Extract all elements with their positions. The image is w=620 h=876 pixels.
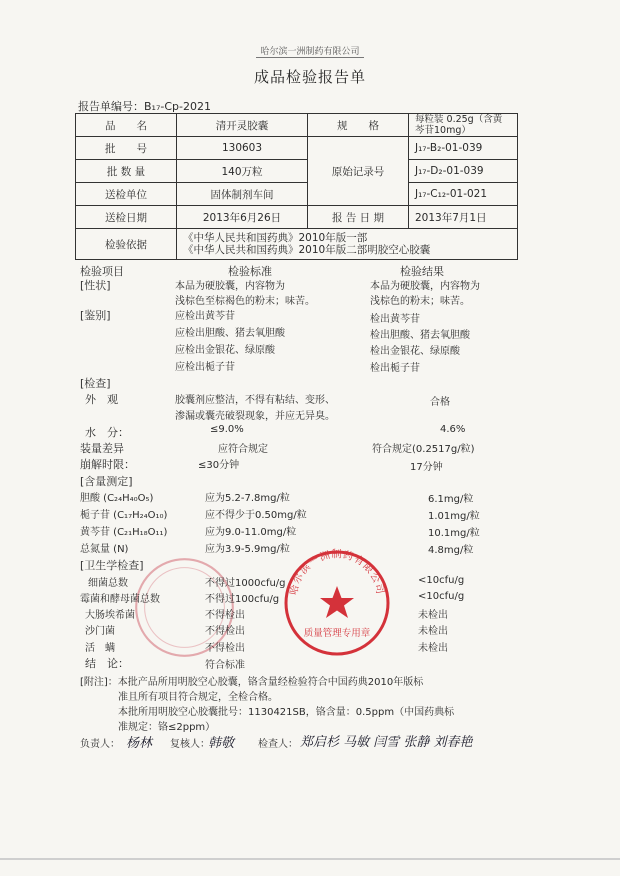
batch-value: 130603	[177, 137, 308, 160]
assay-res-3: 10.1mg/粒	[428, 528, 480, 539]
assay-name-2: 栀子苷 (C₁₇H₂₄O₁₀)	[80, 510, 168, 521]
date-value: 2013年6月26日	[177, 206, 308, 229]
name-label: 品 名	[76, 114, 177, 137]
micro-name-4: 沙门菌	[85, 626, 115, 637]
basis-label: 检验依据	[76, 229, 177, 260]
note-line-2: 准且所有项目符合规定，全检合格。	[118, 692, 278, 703]
conclusion-label: 结 论：	[85, 657, 129, 670]
micro-name-1: 细菌总数	[88, 578, 128, 589]
report-date-value: 2013年7月1日	[409, 206, 518, 229]
page-edge	[0, 858, 620, 860]
micro-res-1: <10cfu/g	[418, 575, 465, 586]
micro-res-5: 未检出	[418, 643, 448, 654]
appearance-label: 外 观	[85, 393, 118, 406]
assay-label: [含量测定]	[80, 475, 133, 488]
basis-value	[177, 229, 518, 260]
character-std-1: 本品为硬胶囊，内容物为	[175, 281, 285, 292]
assay-res-1: 6.1mg/粒	[428, 494, 474, 505]
record-label: 原始记录号	[308, 137, 409, 206]
micro-std-5: 不得检出	[205, 643, 245, 654]
reviewer-label: 复核人：	[170, 739, 210, 750]
micro-std-4: 不得检出	[205, 626, 245, 637]
weight-res: 符合规定(0.2517g/粒)	[372, 444, 475, 455]
note-line-1: [附注]：本批产品所用明胶空心胶囊，铬含量经检验符合中国药典2010年版标	[80, 677, 424, 688]
report-number: 报告单编号：B₁₇-Cp-2021	[78, 100, 211, 113]
inspection-label: [检查]	[80, 377, 111, 390]
note-line-4: 准规定：铬≤2ppm）	[118, 722, 216, 733]
micro-label: [卫生学检查]	[80, 559, 144, 572]
appearance-std-2: 渗漏或囊壳破裂现象，并应无异臭。	[175, 411, 335, 422]
micro-name-5: 活 螨	[85, 643, 115, 654]
disint-label: 崩解时限：	[80, 458, 135, 471]
micro-std-2: 不得过100cfu/g	[205, 594, 280, 605]
character-label: [性状]	[80, 279, 111, 292]
ident-std-3: 应检出金银花、绿原酸	[175, 345, 275, 356]
record-1: J₁₇-B₂-01-039	[409, 137, 518, 160]
water-std: ≤9.0%	[210, 424, 244, 435]
spec-value: 每粒装 0.25g（含黄芩苷10mg）	[409, 114, 518, 137]
assay-std-4: 应为3.9-5.9mg/粒	[205, 544, 290, 555]
basis-line-2: 《中华人民共和国药典》2010年版二部明胶空心胶囊	[183, 244, 431, 256]
col-item: 检验项目	[80, 265, 124, 278]
note-line-3: 本批所用明胶空心胶囊批号：1130421SB，铬含量：0.5ppm（中国药典标	[118, 707, 455, 718]
micro-name-2: 霉菌和酵母菌总数	[80, 594, 160, 605]
reviewer-signature: 韩敬	[208, 736, 235, 751]
col-result: 检验结果	[400, 265, 444, 278]
col-standard: 检验标准	[228, 265, 272, 278]
record-3: J₁₇-C₁₂-01-021	[409, 183, 518, 206]
ident-std-1: 应检出黄芩苷	[175, 311, 235, 322]
inspector-label: 检查人：	[258, 739, 298, 750]
assay-name-4: 总氮量 (N)	[80, 544, 129, 555]
character-res-2: 浅棕色的粉末；味苦。	[370, 296, 470, 307]
assay-name-1: 胆酸 (C₂₄H₄₀O₅)	[80, 493, 154, 504]
ident-res-1: 检出黄芩苷	[370, 314, 420, 325]
micro-name-3: 大肠埃希菌	[85, 610, 135, 621]
page-title: 成品检验报告单	[253, 68, 366, 86]
conclusion-value: 符合标准	[205, 660, 245, 671]
basis-line-1: 《中华人民共和国药典》2010年版一部	[183, 232, 368, 244]
header-table	[75, 113, 518, 260]
assay-std-3: 应为9.0-11.0mg/粒	[205, 527, 297, 538]
leader-signature: 杨林	[126, 736, 153, 751]
assay-res-4: 4.8mg/粒	[428, 545, 474, 556]
water-label: 水 分：	[85, 426, 129, 439]
stamp-arc-text: 哈尔滨一洲制药有限公司	[288, 549, 386, 596]
report-date-label: 报 告 日 期	[308, 206, 409, 229]
name-value: 清开灵胶囊	[177, 114, 308, 137]
micro-std-1: 不得过1000cfu/g	[205, 578, 286, 589]
disint-std: ≤30分钟	[198, 460, 240, 471]
quality-stamp-icon	[282, 548, 392, 658]
character-std-2: 浅棕色至棕褐色的粉末；味苦。	[175, 296, 315, 307]
character-res-1: 本品为硬胶囊，内容物为	[370, 281, 480, 292]
assay-name-3: 黄芩苷 (C₂₁H₁₈O₁₁)	[80, 527, 168, 538]
date-label: 送检日期	[76, 206, 177, 229]
record-2: J₁₇-D₂-01-039	[409, 160, 518, 183]
ident-std-4: 应检出栀子苷	[175, 362, 235, 373]
micro-res-3: 未检出	[418, 610, 448, 621]
ident-std-2: 应检出胆酸、猪去氧胆酸	[175, 328, 285, 339]
stamp-bottom-text: 质量管理专用章	[303, 628, 371, 639]
ident-res-2: 检出胆酸、猪去氧胆酸	[370, 330, 470, 341]
micro-std-3: 不得检出	[205, 610, 245, 621]
ident-res-3: 检出金银花、绿原酸	[370, 346, 460, 357]
assay-std-1: 应为5.2-7.8mg/粒	[205, 493, 290, 504]
weight-std: 应符合规定	[218, 444, 268, 455]
ident-res-4: 检出栀子苷	[370, 363, 420, 374]
batch-label: 批 号	[76, 137, 177, 160]
appearance-std-1: 胶囊剂应整洁，不得有粘结、变形、	[175, 395, 335, 406]
qty-value: 140万粒	[177, 160, 308, 183]
identification-label: [鉴别]	[80, 309, 111, 322]
unit-label: 送检单位	[76, 183, 177, 206]
assay-res-2: 1.01mg/粒	[428, 511, 480, 522]
water-res: 4.6%	[440, 424, 466, 435]
appearance-res: 合格	[430, 397, 450, 408]
company-name: 哈尔滨一洲制药有限公司	[0, 44, 620, 57]
unit-value: 固体制剂车间	[177, 183, 308, 206]
micro-res-4: 未检出	[418, 626, 448, 637]
inspector-signature: 郑启杉 马敏 闫雪 张静 刘春艳	[300, 735, 473, 750]
micro-res-2: <10cfu/g	[418, 591, 465, 602]
weight-label: 装量差异	[80, 442, 124, 455]
qty-label: 批 数 量	[76, 160, 177, 183]
leader-label: 负责人：	[80, 739, 120, 750]
assay-std-2: 应不得少于0.50mg/粒	[205, 510, 307, 521]
spec-label: 规 格	[308, 114, 409, 137]
disint-res: 17分钟	[410, 462, 443, 473]
